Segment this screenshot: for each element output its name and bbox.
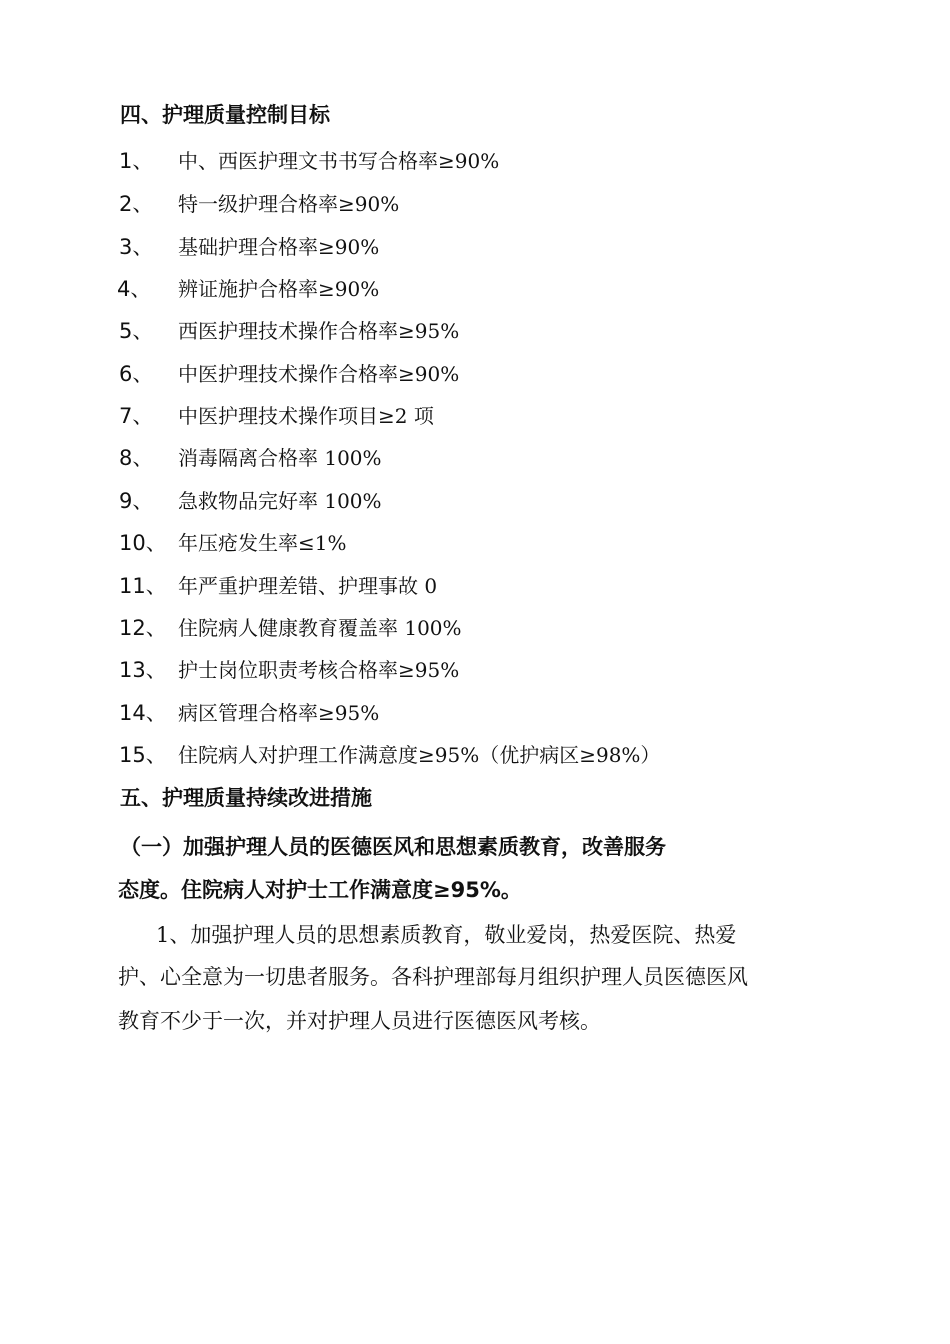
item-number: 7、 [119,404,154,428]
item-text: 中医护理技术操作合格率≥90% [178,362,460,386]
item-text: 消毒隔离合格率 100% [178,446,382,470]
subsection-heading-line: 态度。住院病人对护士工作满意度≥95%。 [118,878,522,902]
paragraph-line: 1、加强护理人员的思想素质教育，敬业爱岗，热爱医院、热爱 [156,923,737,947]
item-text: 住院病人对护理工作满意度≥95%（优护病区≥98%） [178,743,661,767]
paragraph-line: 护、心全意为一切患者服务。各科护理部每月组织护理人员医德医风 [118,965,748,989]
item-number: 5、 [119,319,154,343]
item-text: 中、西医护理文书书写合格率≥90% [178,149,500,173]
item-text: 西医护理技术操作合格率≥95% [178,319,460,343]
item-text: 年严重护理差错、护理事故 0 [178,574,438,598]
item-text: 特一级护理合格率≥90% [178,192,400,216]
item-number: 9、 [119,489,154,513]
item-number: 11、 [119,574,167,598]
item-number: 12、 [119,616,167,640]
item-text: 辨证施护合格率≥90% [178,277,380,301]
item-text: 年压疮发生率≤1% [178,531,347,555]
item-text: 中医护理技术操作项目≥2 项 [178,404,434,428]
item-number: 14、 [119,701,167,725]
item-number: 4、 [117,277,152,301]
paragraph-line: 教育不少于一次，并对护理人员进行医德医风考核。 [118,1009,601,1033]
item-number: 10、 [119,531,167,555]
item-number: 6、 [119,362,154,386]
subsection-heading-line: （一）加强护理人员的医德医风和思想素质教育，改善服务 [120,835,666,859]
item-text: 病区管理合格率≥95% [178,701,380,725]
item-number: 3、 [119,235,154,259]
item-text: 住院病人健康教育覆盖率 100% [178,616,462,640]
item-number: 1、 [119,149,154,173]
item-number: 13、 [119,658,167,682]
item-text: 基础护理合格率≥90% [178,235,380,259]
item-text: 护士岗位职责考核合格率≥95% [178,658,460,682]
section-4-heading: 四、护理质量控制目标 [120,103,330,127]
item-number: 8、 [119,446,154,470]
item-text: 急救物品完好率 100% [178,489,382,513]
section-5-heading: 五、护理质量持续改进措施 [120,786,372,810]
item-number: 15、 [119,743,167,767]
item-number: 2、 [119,192,154,216]
